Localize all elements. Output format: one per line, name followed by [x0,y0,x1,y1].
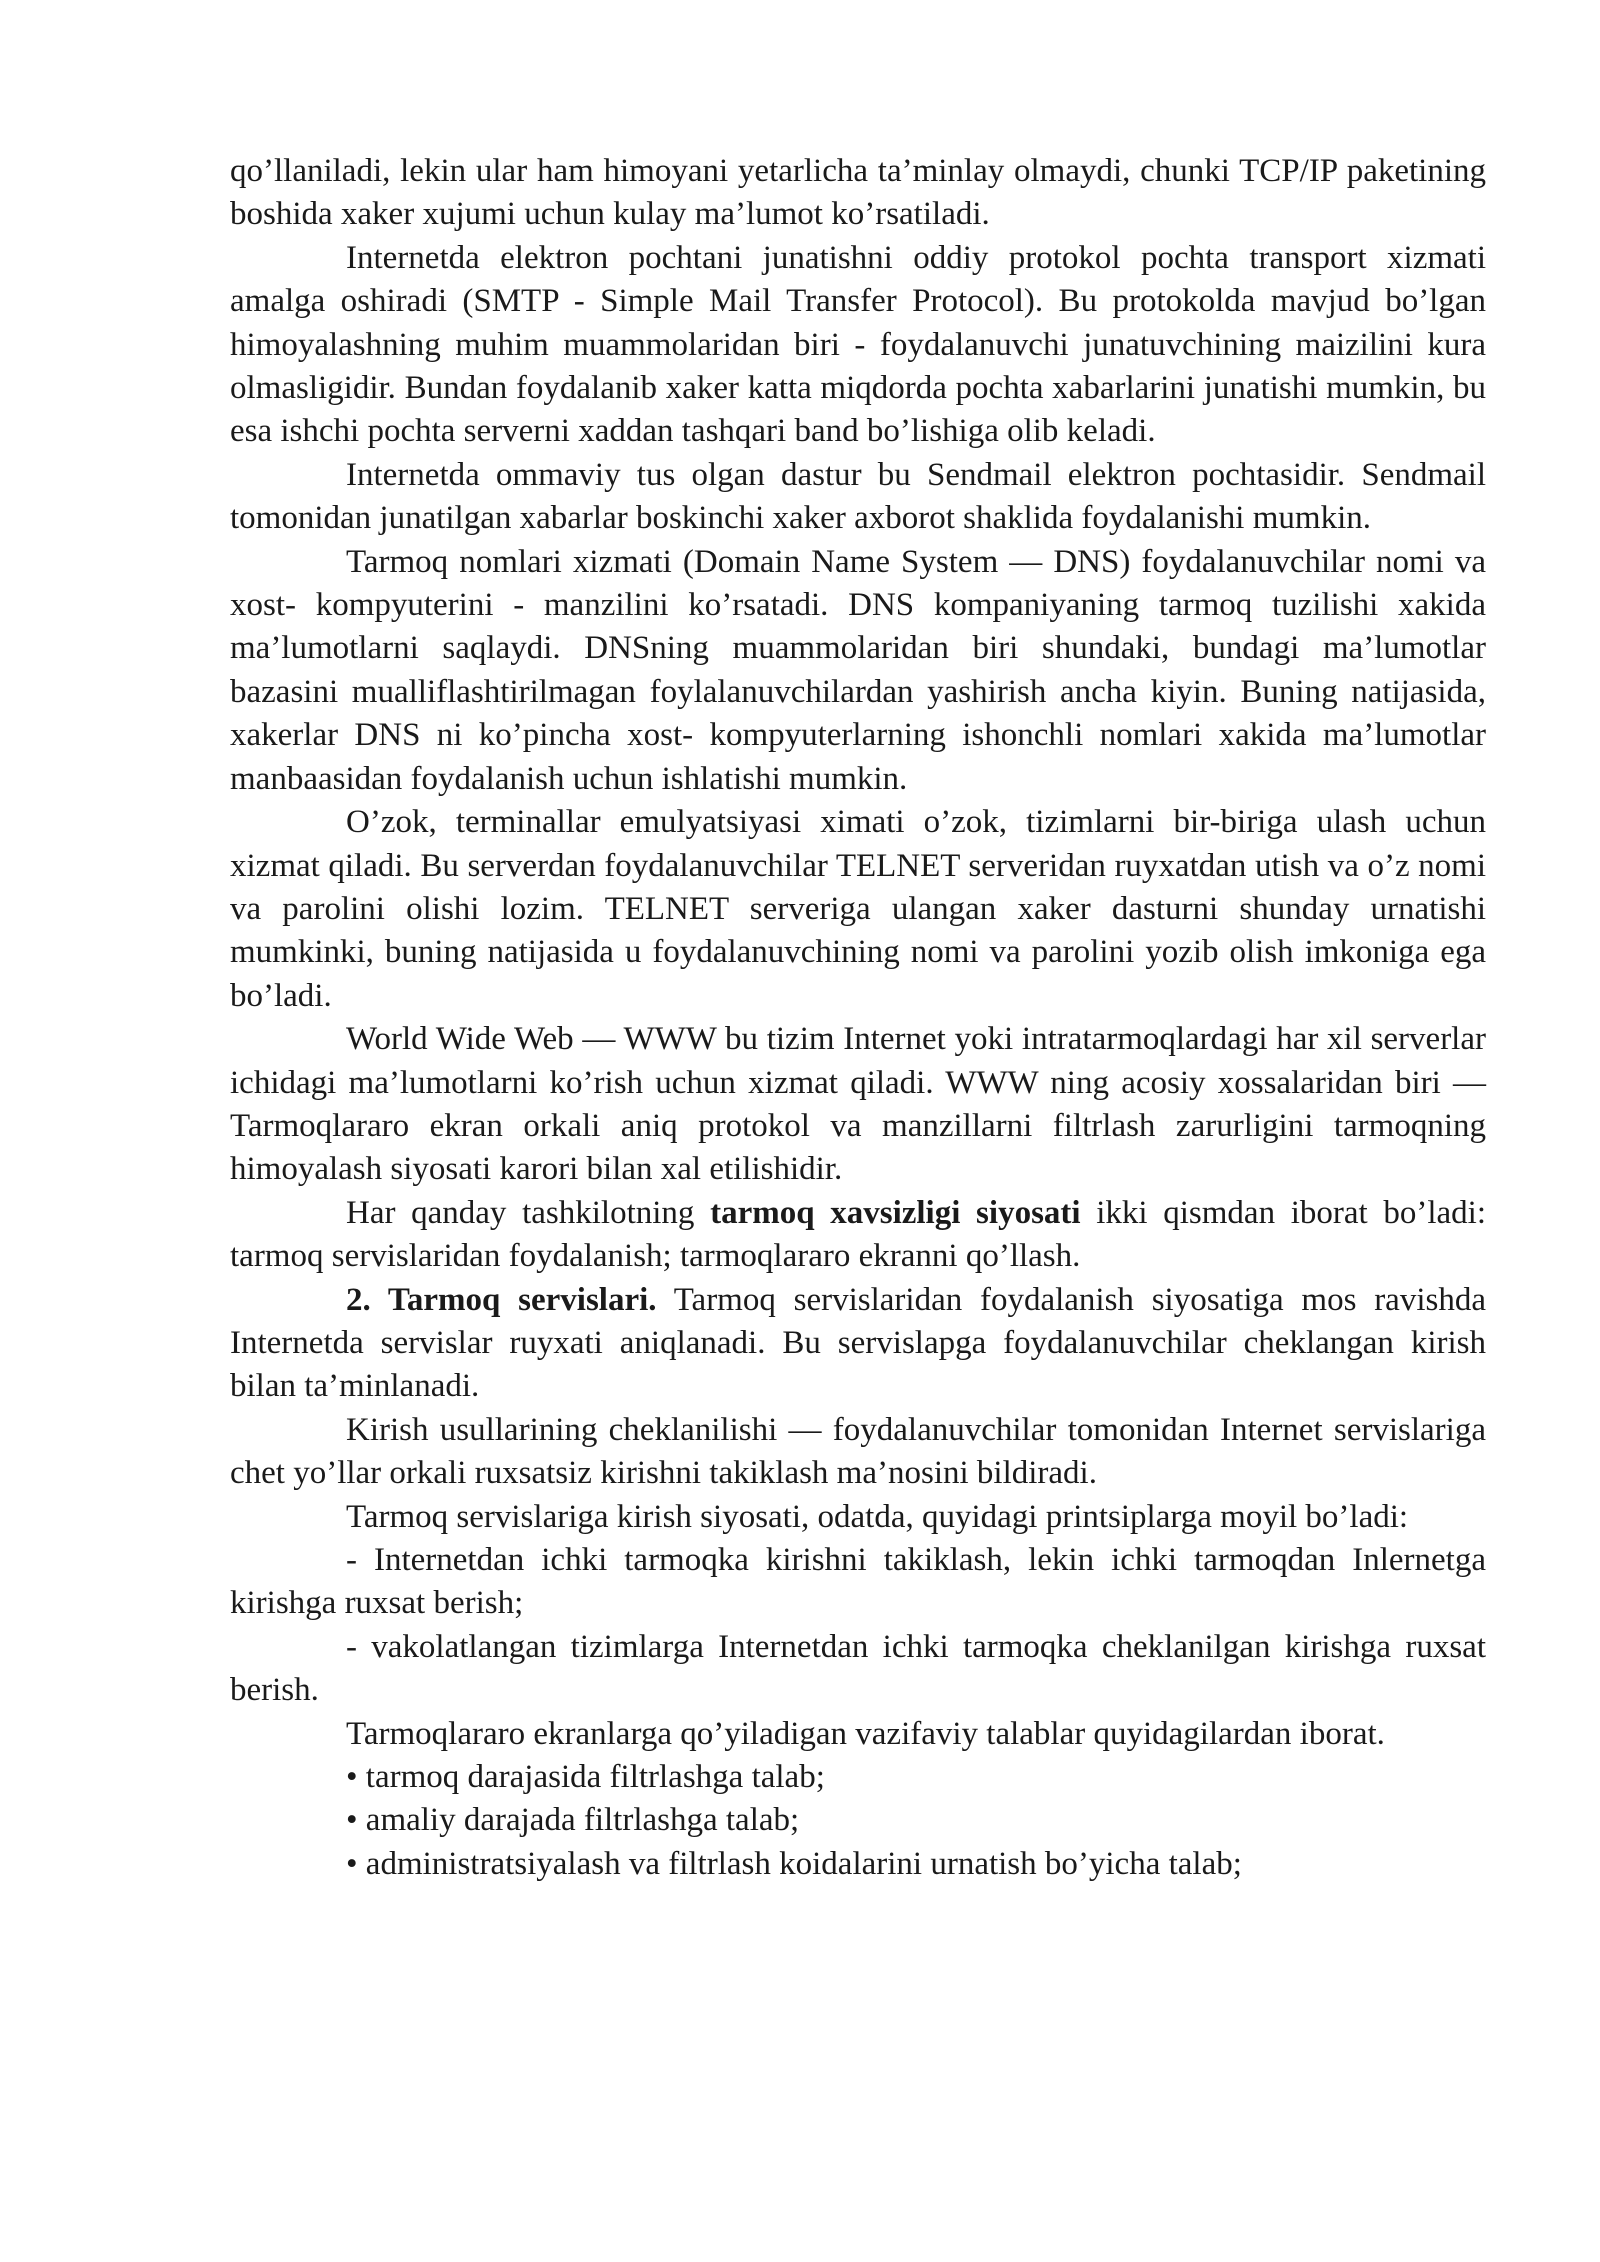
paragraph-access-policy: Tarmoq servislariga kirish siyosati, odatda, quyidagi printsiplarga moyil bo’ladi: [346,1498,1409,1535]
bullet-item-network-filtering: • tarmoq darajasida filtrlashga talab; [346,1759,825,1796]
section-heading-network-services: 2. Tarmoq servislari. [346,1281,657,1318]
paragraph-smtp: Internetda elektron pochtani junatishni oddiy protokol pochta transport xizmati amalga oshiradi (SMTP - Simple Mail Transfer Protocol). Bu protokolda mavjud bo’lgan himoyalashning muhim muammolaridan biri - foydalanuvchi junatuvchining maizilini kura olmasligidir. Bundan foydalanib xaker katta miqdorda pochta xabarlarini junatishi mumkin, bu esa ishchi pochta serverni xaddan tashqari band bo’lishiga olib keladi. [230,239,1486,450]
paragraph-access-restriction: Kirish usullarining cheklanilishi — foydalanuvchilar tomonidan Internet servislariga chet yo’llar orkali ruxsatsiz kirishni takiklash ma’nosini bildiradi. [230,1411,1486,1492]
network-services-body: Tarmoq servislaridan foydalanish siyosatiga mos ravishda Internetda servislar ruyxati aniqlanadi. Bu servislapga foydalanuvchilar cheklangan kirish bilan ta’minlanadi. [230,1281,1486,1405]
paragraph-security-policy [230,1192,1486,1279]
paragraph-telnet: O’zok, terminallar emulyatsiyasi ximati o’zok, tizimlarni bir-biriga ulash uchun xizmat qiladi. Bu serverdan foydalanuvchilar TELNET serveridan ruyxatdan utish va o’z nomi va parolini olishi lozim. TELNET serveriga ulangan xaker dasturni shunday urnatishi mumkinki, buning natijasida u foydalanuvchining nomi va parolini yozib olish imkoniga ega bo’ladi. [230,804,1486,1014]
paragraph-dash-item-1: - Internetdan ichki tarmoqka kirishni takiklash, lekin ichki tarmoqdan Inlernetga kirishga ruxsat berish; [230,1542,1486,1622]
bullet-item-administration: • administratsiyalash va filtrlash koidalarini urnatish bo’yicha talab; [346,1845,1242,1882]
document-page [230,150,1486,1886]
paragraph-tcpip-continuation: qo’llaniladi, lekin ular ham himoyani yetarlicha ta’minlay olmaydi, chunki TCP/IP paketining boshida xaker xujumi uchun kulay ma’lumot ko’rsatiladi. [230,153,1486,233]
paragraph-network-services [230,1279,1486,1409]
paragraph-sendmail: Internetda ommaviy tus olgan dastur bu Sendmail elektron pochtasidir. Sendmail tomonidan junatilgan xabarlar boskinchi xaker axborot shaklida foydalanishi mumkin. [230,456,1486,537]
security-policy-after: ikki qismdan iborat bo’ladi: tarmoq servislaridan foydalanish; tarmoqlararo ekranni qo’llash. [230,1194,1487,1275]
bullet-item-application-filtering: • amaliy darajada filtrlashga talab; [346,1802,800,1839]
paragraph-www: World Wide Web — WWW bu tizim Internet yoki intratarmoqlardagi har xil serverlar ichidagi ma’lumotlarni ko’rish uchun xizmat qiladi. WWW ning acosiy xossalaridan biri — Tarmoqlararo ekran orkali aniq protokol va manzillarni filtrlash zarurligini tarmoqning himoyalash siyosati karori bilan xal etilishidir. [230,1021,1486,1188]
security-policy-term: tarmoq xavsizligi siyosati [710,1194,1081,1231]
paragraph-dns: Tarmoq nomlari xizmati (Domain Name System — DNS) foydalanuvchilar nomi va xost- kompyuterini - manzilini ko’rsatadi. DNS kompaniyaning tarmoq tuzilishi xakida ma’lumotlarni saqlaydi. DNSning muammolaridan biri shundaki, bundagi ma’lumotlar bazasini mualliflashtirilmagan foylalanuvchilardan yashirish ancha kiyin. Buning natijasida, xakerlar DNS ni ko’pincha xost- kompyuterlarning ishonchli nomlari xakida ma’lumotlar manbaasidan foydalanish uchun ishlatishi mumkin. [230,543,1486,797]
security-policy-before: Har qanday tashkilotning [346,1194,711,1231]
paragraph-firewall-requirements: Tarmoqlararo ekranlarga qo’yiladigan vazifaviy talablar quyidagilardan iborat. [346,1715,1385,1752]
paragraph-dash-item-2: - vakolatlangan tizimlarga Internetdan ichki tarmoqka cheklanilgan kirishga ruxsat berish. [230,1628,1486,1709]
